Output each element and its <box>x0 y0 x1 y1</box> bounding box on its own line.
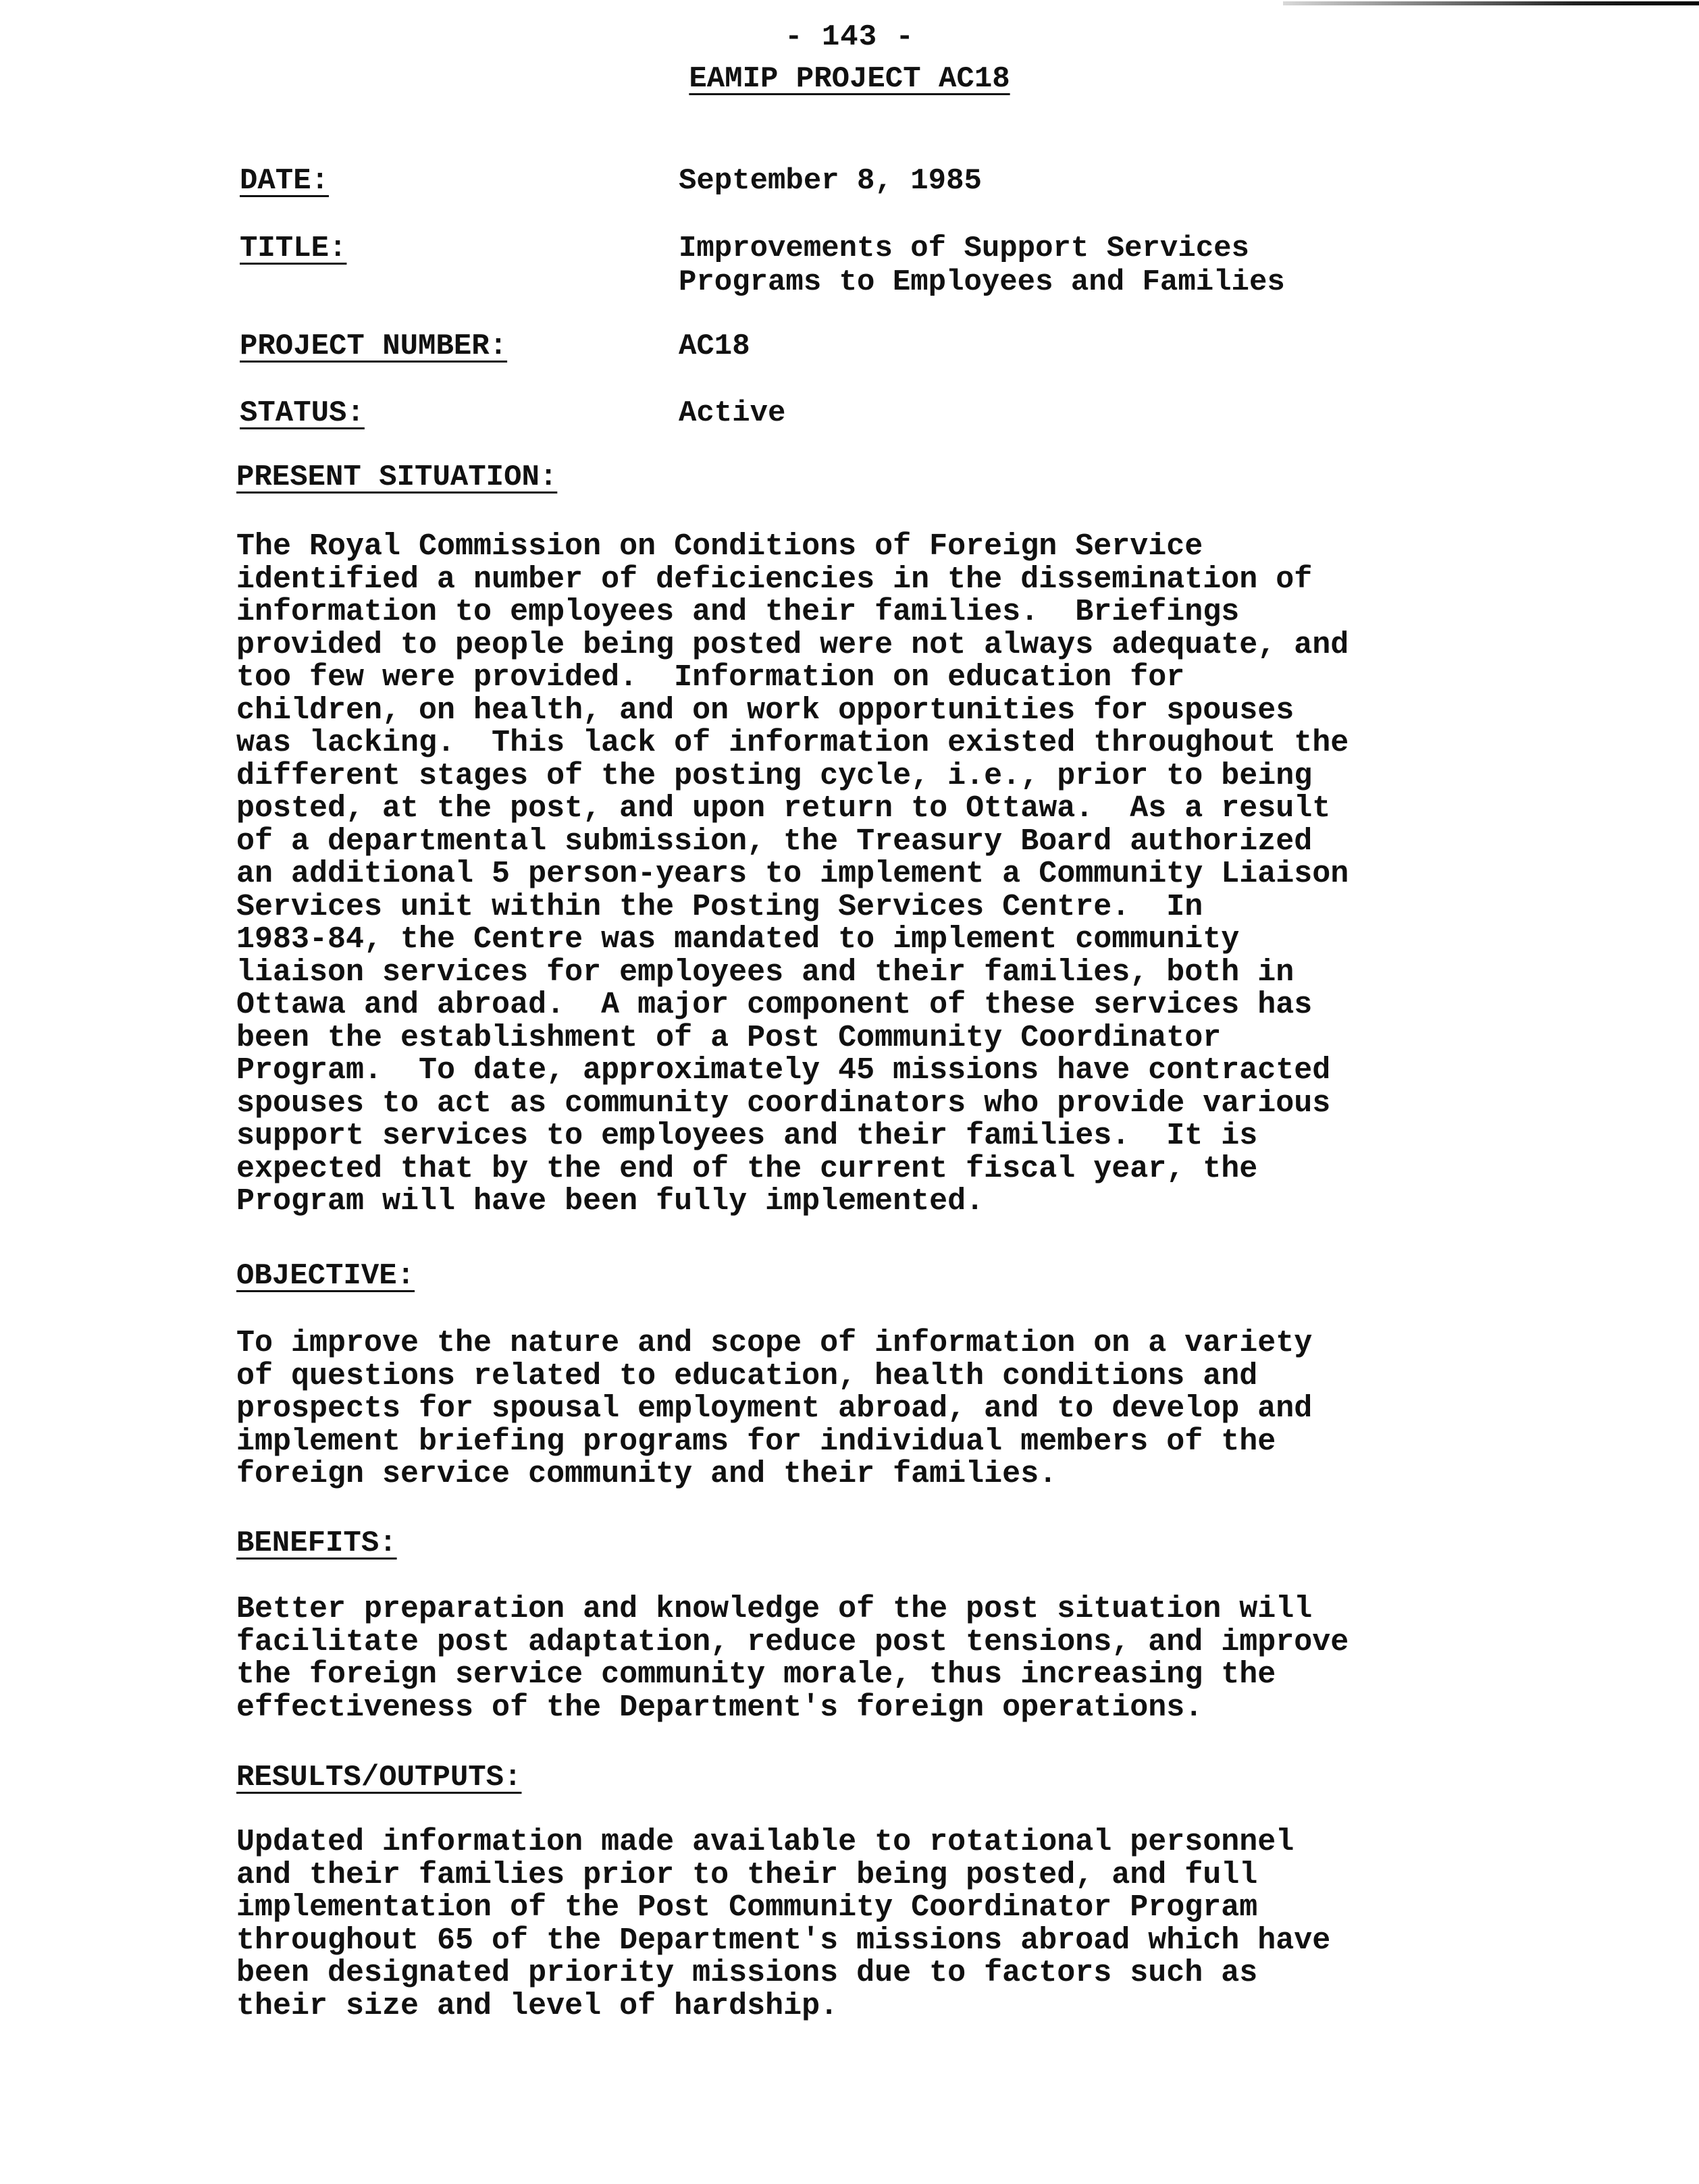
project-number-field <box>240 329 1523 367</box>
date-label-text: DATE: <box>240 164 330 198</box>
document-title <box>0 62 1699 96</box>
date-label <box>240 164 672 198</box>
project-number-label <box>240 329 672 363</box>
results-outputs-heading <box>236 1761 521 1794</box>
present-situation-heading <box>236 460 557 494</box>
title-field <box>240 232 1523 302</box>
objective-heading <box>236 1259 415 1293</box>
status-label-text: STATUS: <box>240 396 365 430</box>
document-title-text: EAMIP PROJECT AC18 <box>689 62 1010 96</box>
results-outputs-body: Updated information made available to rotational personnel and their families prior to their being posted, and full implementation of the Post Community Coordinator Program throughout 65 of the Department's missions abroad which have been designated priority missions due to factors such as their size and level of hardship. <box>236 1825 1331 2023</box>
status-label <box>240 396 672 430</box>
benefits-heading <box>236 1526 397 1560</box>
project-number-value: AC18 <box>679 329 750 363</box>
present-situation-body: The Royal Commission on Conditions of Foreign Service identified a number of deficiencies in the dissemination of information to employees and their families. Briefings provided to people being posted were not always adequate, and too few were provided. Information on education for children, on health, and on work opportunities for spouses was lacking. This lack of information existed throughout the different stages of the posting cycle, i.e., prior to being posted, at the post, and upon return to Ottawa. As a result of a departmental submission, the Treasury Board authorized an additional 5 person-years to implement a Community Liaison Services unit within the Posting Services Centre. In 1983-84, the Centre was mandated to implement community liaison services for employees and their families, both in Ottawa and abroad. A major component of these services has been the establishment of a Post Community Coordinator Program. To date, approximately 45 missions have contracted spouses to act as community coordinators who provide various support services to employees and their families. It is expected that by the end of the current fiscal year, the Program will have been fully implemented. <box>236 529 1349 1219</box>
status-value: Active <box>679 396 786 430</box>
benefits-body: Better preparation and knowledge of the post situation will facilitate post adaptation, reduce post tensions, and improve the foreign service community morale, thus increasing the effectiveness of the Department's foreign operations. <box>236 1592 1349 1725</box>
project-number-label-text: PROJECT NUMBER: <box>240 329 508 363</box>
results-outputs-heading-text: RESULTS/OUTPUTS: <box>236 1761 522 1794</box>
present-situation-heading-text: PRESENT SITUATION: <box>236 460 558 494</box>
title-label <box>240 232 672 265</box>
status-field <box>240 396 1523 433</box>
objective-body: To improve the nature and scope of information on a variety of questions related to education, health conditions and prospects for spousal employment abroad, and to develop and implement briefing programs for individual members of the foreign service community and their families. <box>236 1326 1313 1491</box>
date-field <box>240 164 1523 201</box>
date-value: September 8, 1985 <box>679 164 982 198</box>
scan-edge-line <box>1283 1 1699 5</box>
title-value: Improvements of Support Services Programs to Employees and Families <box>679 232 1285 299</box>
page-number: - 143 - <box>785 20 914 54</box>
benefits-heading-text: BENEFITS: <box>236 1526 397 1560</box>
title-label-text: TITLE: <box>240 232 347 265</box>
objective-heading-text: OBJECTIVE: <box>236 1259 415 1293</box>
